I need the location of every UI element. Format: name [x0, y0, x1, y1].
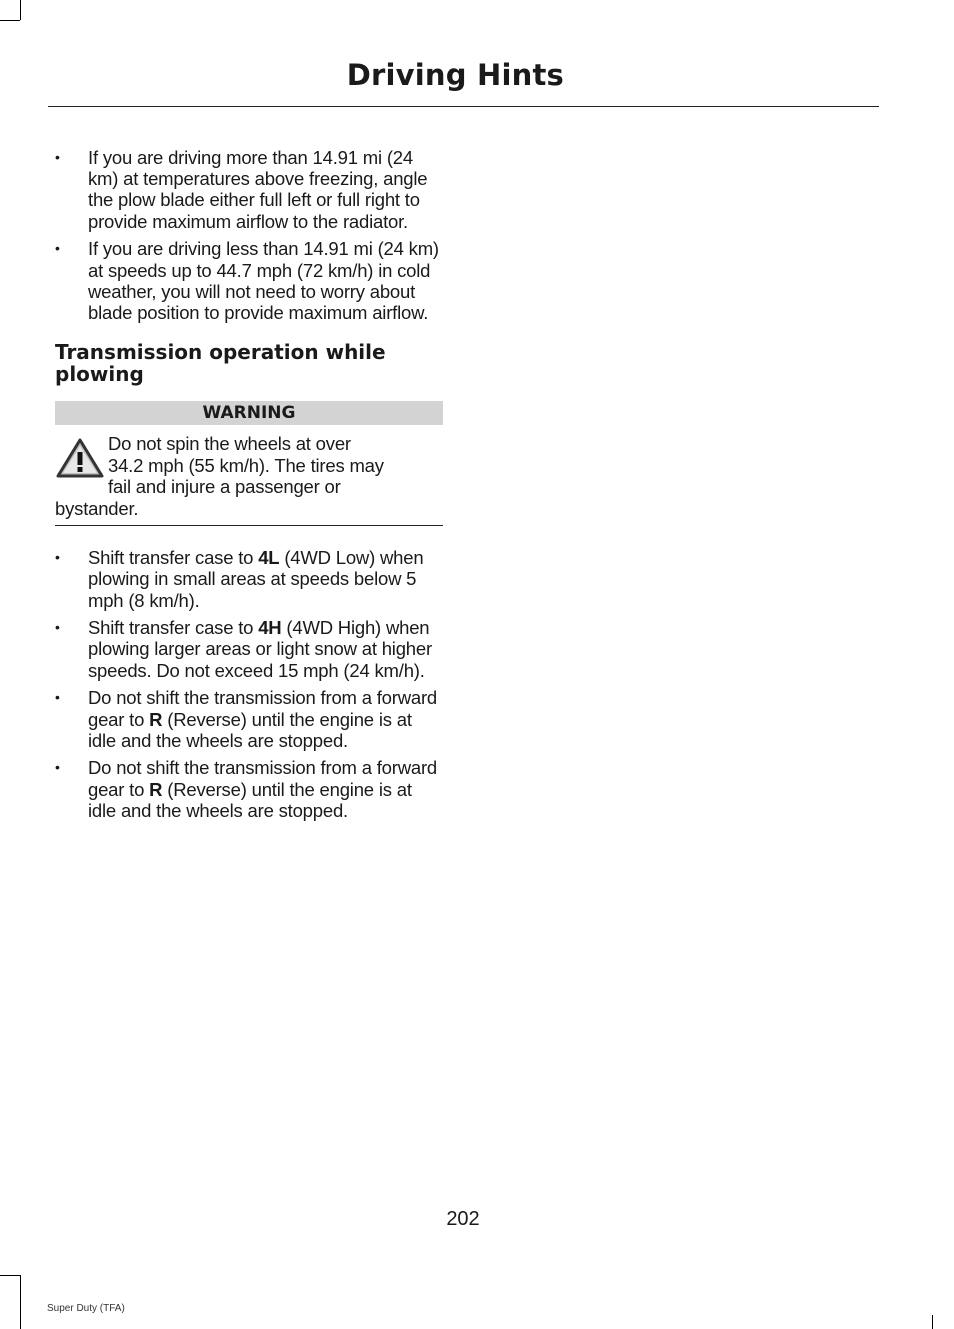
list-item: • Do not shift the transmission from a forward gear to R (Reverse) until the engine is at idle and the wheels are stopped.: [55, 687, 438, 751]
footer-doc-name: Super Duty (TFA): [47, 1303, 125, 1314]
crop-mark: [932, 1315, 933, 1329]
crop-mark: [20, 1275, 21, 1329]
transmission-bullet-list: [55, 547, 443, 821]
warning-line: bystander.: [55, 497, 139, 519]
list-item: • Shift transfer case to 4L (4WD Low) when plowing in small areas at speeds below 5 mph (8 km/h).: [55, 547, 424, 611]
list-item: • Do not shift the transmission from a forward gear to R (Reverse) until the engine is at idle and the wheels are stopped.: [55, 757, 438, 821]
warning-label: WARNING: [55, 401, 443, 425]
warning-line: fail and injure a passenger or: [108, 476, 341, 498]
top-bullet-list: [55, 147, 443, 323]
crop-mark: [0, 1275, 20, 1276]
page-number: 202: [446, 1208, 480, 1230]
list-item: • Shift transfer case to 4H (4WD High) when plowing larger areas or light snow at higher speeds. Do not exceed 15 mph (24 km/h).: [55, 617, 432, 681]
crop-mark: [0, 20, 20, 21]
warning-triangle-icon: [55, 437, 105, 483]
crop-mark: [20, 0, 21, 20]
warning-line: Do not spin the wheels at over: [108, 433, 351, 455]
list-item: • If you are driving more than 14.91 mi (24 km) at temperatures above freezing, angle the plow blade either full left or full right to provide maximum airflow to the radiator.: [55, 147, 428, 232]
left-column: [55, 147, 443, 828]
warning-line: 34.2 mph (55 km/h). The tires may: [108, 454, 384, 476]
list-item: • If you are driving less than 14.91 mi (24 km) at speeds up to 44.7 mph (72 km/h) in cold weather, you will not need to worry about blade position to provide maximum airflow.: [55, 238, 439, 323]
warning-divider: [55, 525, 443, 526]
warning-body: [55, 433, 443, 519]
warning-box: [55, 401, 443, 526]
title-divider: [48, 106, 879, 107]
section-heading: Transmission operation while plowing: [55, 340, 386, 387]
page-title: Driving Hints: [346, 58, 564, 92]
